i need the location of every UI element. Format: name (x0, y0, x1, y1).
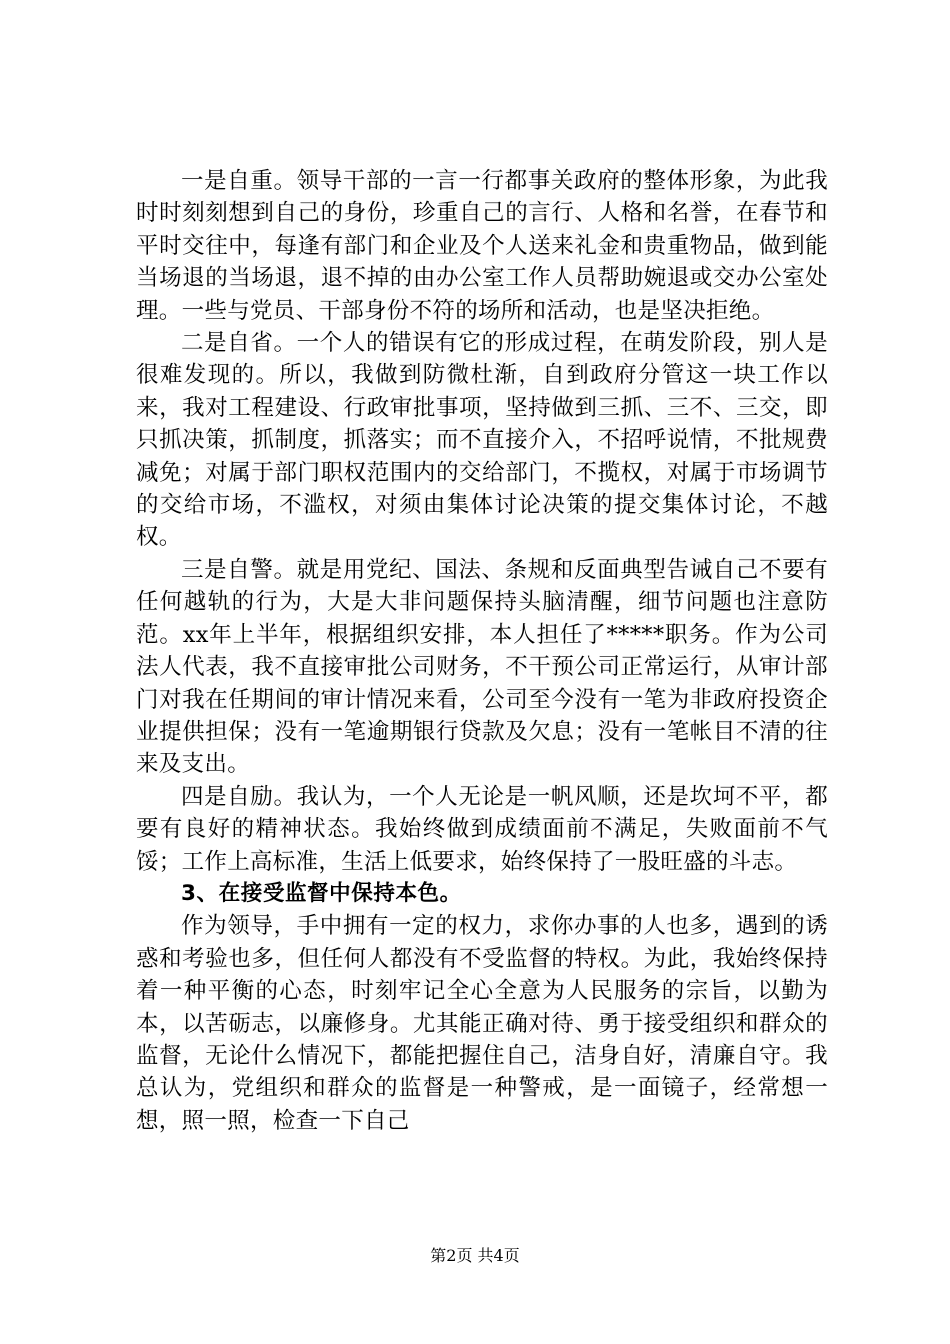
paragraph-self-alert: 三是自警。就是用党纪、国法、条规和反面典型告诫自己不要有任何越轨的行为，大是大非问题保持头脑清醒，细节问题也注意防范。xx年上半年，根据组织安排，本人担任了*****职务。作为公司法人代表，我不直接审批公司财务，不干预公司正常运行，从审计部门对我在任期间的审计情况来看，公司至今没有一笔为非政府投资企业提供担保；没有一笔逾期银行贷款及欠息；没有一笔帐目不清的往来及支出。 (136, 556, 828, 778)
document-body (136, 165, 828, 1137)
page-footer: 第2页 共4页 (430, 1246, 520, 1265)
paragraph-self-encouragement: 四是自励。我认为，一个人无论是一帆风顺，还是坎坷不平，都要有良好的精神状态。我始终做到成绩面前不满足，失败面前不气馁；工作上高标准，生活上低要求，始终保持了一股旺盛的斗志。 (136, 783, 828, 875)
paragraph-supervision: 作为领导，手中拥有一定的权力，求你办事的人也多，遇到的诱惑和考验也多，但任何人都没有不受监督的特权。为此，我始终保持着一种平衡的心态，时刻牢记全心全意为人民服务的宗旨，以勤为本，以苦砺志，以廉修身。尤其能正确对待、勇于接受组织和群众的监督，无论什么情况下，都能把握住自己，洁身自好，清廉自守。我总认为，党组织和群众的监督是一种警戒，是一面镜子，经常想一想，照一照，检查一下自己 (136, 913, 828, 1134)
paragraph-self-reflection: 二是自省。一个人的错误有它的形成过程，在萌发阶段，别人是很难发现的。所以，我做到防微杜渐，自到政府分管这一块工作以来，我对工程建设、行政审批事项，坚持做到三抓、三不、三交，即只抓决策，抓制度，抓落实；而不直接介入，不招呼说情，不批规费减免；对属于部门职权范围内的交给部门，不揽权，对属于市场调节的交给市场，不滥权，对须由集体讨论决策的提交集体讨论，不越权。 (136, 330, 828, 551)
section-heading: 3、在接受监督中保持本色。 (181, 880, 462, 906)
paragraph-self-respect: 一是自重。领导干部的一言一行都事关政府的整体形象，为此我时时刻刻想到自己的身份，珍重自己的言行、人格和名誉，在春节和平时交往中，每逢有部门和企业及个人送来礼金和贵重物品，做到能当场退的当场退，退不掉的由办公室工作人员帮助婉退或交办公室处理。一些与党员、干部身份不符的场所和活动，也是坚决拒绝。 (136, 168, 828, 324)
